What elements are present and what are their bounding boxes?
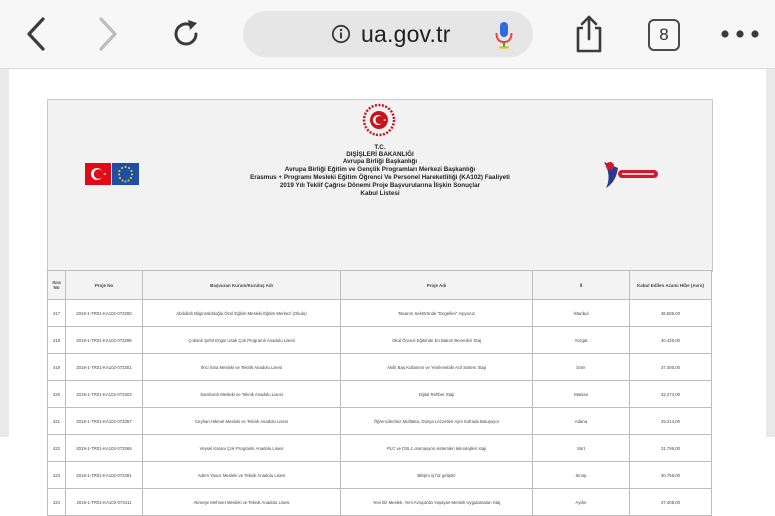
header-line-program: Erasmus + Programı Mesleki Eğitim Öğrenci Ve Personel Hareketliliği (KA102) Faaliyeti — [250, 174, 510, 181]
table-cell: Çobanlı Şehit Engin Usak Çok Programlı Anadolu Lisesi — [143, 327, 341, 354]
table-cell: İzmir — [533, 354, 630, 381]
back-button[interactable] — [18, 14, 54, 54]
table-cell: Okul Öncesi Eğitimde En Bakım Becerileri Staj — [341, 327, 533, 354]
tab-count: 8 — [648, 19, 680, 51]
table-cell: Aydın — [533, 489, 630, 516]
table-cell: 2019-1-TR01-KA102-073200 — [66, 300, 143, 327]
table-row — [48, 435, 712, 462]
table-cell: 31.795,00 — [630, 435, 712, 462]
column-header: Proje Adı — [341, 271, 533, 300]
table-row — [48, 354, 712, 381]
eu-flag-icon — [112, 163, 139, 185]
table-cell: 25.214,00 — [630, 408, 712, 435]
table-cell: Veysel Karani Çok Programlı Anadolu Lisesi — [143, 435, 341, 462]
table-cell: 2019-1-TR01-KA102-073391 — [66, 462, 143, 489]
table-header-row — [48, 271, 712, 300]
table-cell: Sinop — [533, 462, 630, 489]
share-icon — [573, 14, 605, 54]
reload-icon — [169, 17, 203, 51]
header-line-ministry: DIŞİŞLERİ BAKANLIĞI — [346, 151, 414, 158]
table-cell: Yeni Bir Meslek, Yeni Avrupa'da Yaşayan Meslek Uygulamaları Staj — [341, 489, 533, 516]
column-header: Proje No — [66, 271, 143, 300]
address-bar[interactable] — [243, 11, 533, 57]
table-row — [48, 489, 712, 516]
table-cell: Abdullah Bilginsüldüoğlu Özel Eğitim Mesleki Eğitim Merkezi (Okulu) — [143, 300, 341, 327]
column-header: İl — [533, 271, 630, 300]
table-cell: Dijital Rehber Staji — [341, 381, 533, 408]
table-row — [48, 300, 712, 327]
table-cell: 36.585,00 — [630, 300, 712, 327]
column-header: Başvuran Kurum/Kuruluş Adı — [143, 271, 341, 300]
reload-button[interactable] — [166, 14, 206, 54]
pdf-document[interactable] — [9, 69, 766, 505]
forward-button[interactable] — [90, 14, 126, 54]
table-cell: 2019-1-TR01-KA102-073411 — [66, 489, 143, 516]
header-line-eu-presidency: Avrupa Birliği Başkanlığı — [342, 158, 418, 165]
share-button[interactable] — [571, 12, 607, 56]
table-cell: 423 — [48, 462, 66, 489]
table-cell: 30.756,00 — [630, 462, 712, 489]
header-line-results: 2019 Yılı Teklif Çağrısı Dönemi Proje Başvurularına İlişkin Sonuçlar — [279, 182, 481, 189]
table-cell: Akıllı Baş Kullanımı ve Yenilenebilir Acil Sistem Staji — [341, 354, 533, 381]
table-cell: Sanılcanlı Mesleki ve Teknik Anadolu Lisesi — [143, 381, 341, 408]
browser-toolbar — [0, 0, 775, 69]
table-cell: 40.420,00 — [630, 327, 712, 354]
more-dots-icon — [720, 29, 760, 39]
table-cell: Bilişim iş hiz geliştir! — [341, 462, 533, 489]
table-cell: Adana — [533, 408, 630, 435]
results-table — [47, 270, 712, 516]
more-menu-button[interactable] — [718, 22, 762, 46]
table-cell: 421 — [48, 408, 66, 435]
table-cell: 418 — [48, 327, 66, 354]
chevron-left-icon — [25, 16, 47, 52]
url-text[interactable]: ua.gov.tr — [361, 21, 451, 47]
table-cell: Akmeşe Mehmet Mesleki ve Teknik Anadolu Lisesi — [143, 489, 341, 516]
table-cell: 2019-1-TR01-KA102-073357 — [66, 408, 143, 435]
table-cell: 2019-1-TR01-KA102-073298 — [66, 327, 143, 354]
turkey-flag-icon — [85, 163, 111, 185]
table-cell: İstanbul — [533, 300, 630, 327]
table-row — [48, 327, 712, 354]
table-cell: 2019-1-TR01-KA102-073301 — [66, 354, 143, 381]
info-icon[interactable] — [331, 24, 351, 44]
table-cell: Yozgat — [533, 327, 630, 354]
table-cell: 422 — [48, 435, 66, 462]
table-cell: 420 — [48, 381, 66, 408]
table-row — [48, 408, 712, 435]
table-cell: 37.400,00 — [630, 354, 712, 381]
table-cell: PLC ve DSL1 otomasyon sistemleri teknolojileri staji — [341, 435, 533, 462]
table-cell: 27.405,00 — [630, 489, 712, 516]
table-cell: Tasarım Sektöründe "Engelleri" Aşıyoruz — [341, 300, 533, 327]
table-cell: 32.274,00 — [630, 381, 712, 408]
table-cell: 417 — [48, 300, 66, 327]
page-viewport[interactable] — [0, 69, 775, 505]
table-cell: Ceyhan Hikmet Mesleki ve Teknik Anadolu Lisesi — [143, 408, 341, 435]
table-cell: Adem Yavuz Mesleki ve Teknik Anadolu Lisesi — [143, 462, 341, 489]
document-header — [47, 99, 713, 272]
header-line-list-title: Kabul Listesi — [360, 190, 400, 197]
table-row — [48, 462, 712, 489]
table-cell: 2019-1-TR01-KA102-073303 — [66, 381, 143, 408]
table-cell: Manisa — [533, 381, 630, 408]
tabs-button[interactable] — [647, 18, 681, 52]
ministry-emblem-icon — [361, 103, 397, 137]
table-cell: İlnci Sina Mesleki ve Teknik Anadolu Lisesi — [143, 354, 341, 381]
program-logo-icon — [598, 158, 660, 192]
column-header: Kabul Edilen Azami Hibe (Avro) — [630, 271, 712, 300]
table-cell: 419 — [48, 354, 66, 381]
column-header: Sıra No — [48, 271, 66, 300]
chevron-right-icon — [97, 16, 119, 52]
header-line-tc: T.C. — [374, 144, 386, 151]
table-cell: 424 — [48, 489, 66, 516]
table-cell: Öğrencilerimiz Mutfakta, Dünya Lezzetleri Ayni Sofrada Buluşuyor — [341, 408, 533, 435]
header-line-center: Avrupa Birliği Eğitim ve Gençlik Programları Merkezi Başkanlığı — [284, 166, 476, 173]
table-cell: Sürt — [533, 435, 630, 462]
microphone-icon[interactable] — [493, 20, 515, 50]
table-row — [48, 381, 712, 408]
table-cell: 2019-1-TR01-KA102-073369 — [66, 435, 143, 462]
